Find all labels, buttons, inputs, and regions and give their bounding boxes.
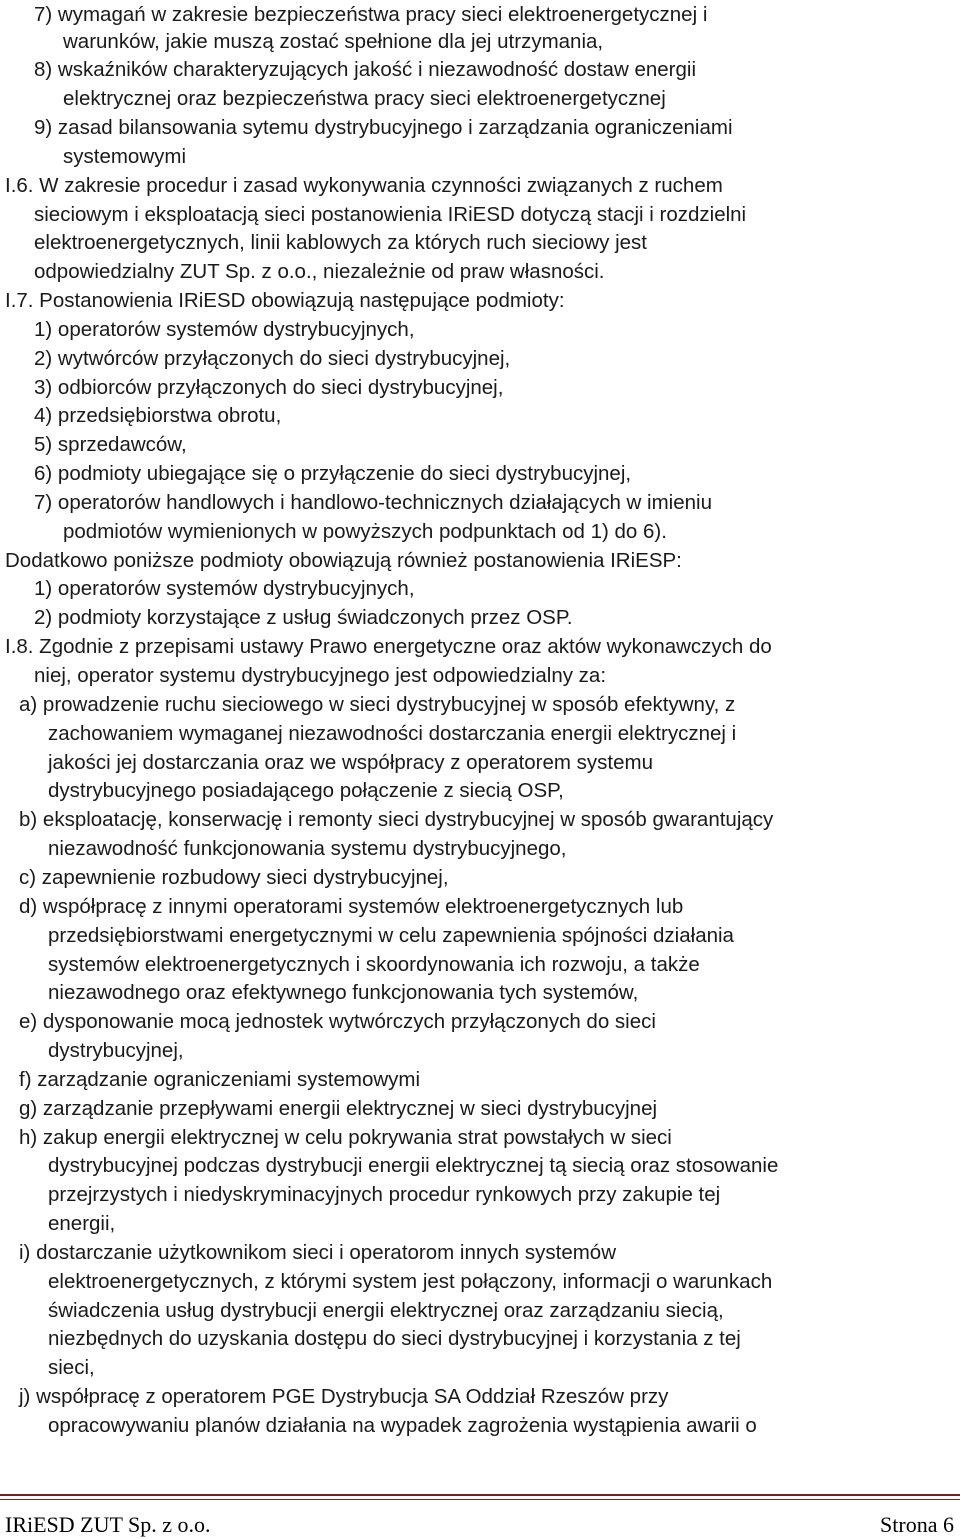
text-line: energii, bbox=[48, 1212, 116, 1235]
footer-divider-thin bbox=[0, 1499, 960, 1500]
text-line: warunków, jakie muszą zostać spełnione dla jej utrzymania, bbox=[63, 30, 604, 53]
text-line: I.7. Postanowienia IRiESD obowiązują następujące podmioty: bbox=[5, 289, 565, 312]
text-line: f) zarządzanie ograniczeniami systemowymi bbox=[19, 1068, 421, 1091]
text-line: dystrybucyjnej podczas dystrybucji energii elektrycznej tą siecią oraz stosowanie bbox=[48, 1154, 779, 1177]
text-line: systemowymi bbox=[63, 145, 187, 168]
text-line: j) współpracę z operatorem PGE Dystrybucja SA Oddział Rzeszów przy bbox=[19, 1385, 669, 1408]
text-line: niej, operator systemu dystrybucyjnego jest odpowiedzialny za: bbox=[34, 664, 607, 687]
text-line: 5) sprzedawców, bbox=[34, 433, 187, 456]
text-line: 4) przedsiębiorstwa obrotu, bbox=[34, 404, 282, 427]
text-line: systemów elektroenergetycznych i skoordynowania ich rozwoju, a także bbox=[48, 953, 700, 976]
text-line: opracowywaniu planów działania na wypadek zagrożenia wystąpienia awarii o bbox=[48, 1414, 757, 1437]
text-line: jakości jej dostarczania oraz we współpracy z operatorem systemu bbox=[48, 751, 654, 774]
text-line: dystrybucyjnej, bbox=[48, 1039, 184, 1062]
text-line: b) eksploatację, konserwację i remonty sieci dystrybucyjnej w sposób gwarantujący bbox=[19, 808, 774, 831]
text-line: świadczenia usług dystrybucji energii elektrycznej oraz zarządzaniu siecią, bbox=[48, 1299, 724, 1322]
footer-document-name: IRiESD ZUT Sp. z o.o. bbox=[5, 1512, 211, 1537]
text-line: elektrycznej oraz bezpieczeństwa pracy sieci elektroenergetycznej bbox=[63, 87, 666, 110]
footer-page-number: Strona 6 bbox=[880, 1512, 954, 1537]
text-line: niezbędnych do uzyskania dostępu do sieci dystrybucyjnej i korzystania z tej bbox=[48, 1327, 741, 1350]
text-line: odpowiedzialny ZUT Sp. z o.o., niezależnie od praw własności. bbox=[34, 260, 605, 283]
text-line: 9) zasad bilansowania sytemu dystrybucyjnego i zarządzania ograniczeniami bbox=[34, 116, 733, 139]
text-line: 7) wymagań w zakresie bezpieczeństwa pracy sieci elektroenergetycznej i bbox=[34, 3, 708, 26]
text-line: d) współpracę z innymi operatorami systemów elektroenergetycznych lub bbox=[19, 895, 684, 918]
text-line: e) dysponowanie mocą jednostek wytwórczych przyłączonych do sieci bbox=[19, 1010, 656, 1033]
text-line: sieciowym i eksploatacją sieci postanowienia IRiESD dotyczą stacji i rozdzielni bbox=[34, 203, 747, 226]
text-line: sieci, bbox=[48, 1356, 95, 1379]
text-line: c) zapewnienie rozbudowy sieci dystrybucyjnej, bbox=[19, 866, 449, 889]
text-line: 8) wskaźników charakteryzujących jakość i niezawodność dostaw energii bbox=[34, 58, 696, 81]
text-line: 3) odbiorców przyłączonych do sieci dystrybucyjnej, bbox=[34, 376, 504, 399]
text-line: g) zarządzanie przepływami energii elektrycznej w sieci dystrybucyjnej bbox=[19, 1097, 658, 1120]
text-line: przejrzystych i niedyskryminacyjnych procedur rynkowych przy zakupie tej bbox=[48, 1183, 721, 1206]
text-line: h) zakup energii elektrycznej w celu pokrywania strat powstałych w sieci bbox=[19, 1126, 672, 1149]
text-line: przedsiębiorstwami energetycznymi w celu zapewnienia spójności działania bbox=[48, 924, 734, 947]
footer-divider bbox=[0, 1494, 960, 1496]
text-line: elektroenergetycznych, linii kablowych za których ruch sieciowy jest bbox=[34, 231, 647, 254]
text-line: 2) wytwórców przyłączonych do sieci dystrybucyjnej, bbox=[34, 347, 511, 370]
text-line: elektroenergetycznych, z którymi system jest połączony, informacji o warunkach bbox=[48, 1270, 773, 1293]
text-line: 1) operatorów systemów dystrybucyjnych, bbox=[34, 318, 415, 341]
text-line: niezawodność funkcjonowania systemu dystrybucyjnego, bbox=[48, 837, 567, 860]
text-line: niezawodnego oraz efektywnego funkcjonowania tych systemów, bbox=[48, 981, 639, 1004]
text-line: I.6. W zakresie procedur i zasad wykonywania czynności związanych z ruchem bbox=[5, 174, 723, 197]
text-line: 2) podmioty korzystające z usług świadczonych przez OSP. bbox=[34, 606, 573, 629]
text-line: podmiotów wymienionych w powyższych podpunktach od 1) do 6). bbox=[63, 520, 667, 543]
text-line: Dodatkowo poniższe podmioty obowiązują również postanowienia IRiESP: bbox=[5, 549, 682, 572]
text-line: a) prowadzenie ruchu sieciowego w sieci dystrybucyjnej w sposób efektywny, z bbox=[19, 693, 736, 716]
text-line: dystrybucyjnego posiadającego połączenie z siecią OSP, bbox=[48, 779, 564, 802]
text-line: 7) operatorów handlowych i handlowo-technicznych działających w imieniu bbox=[34, 491, 712, 514]
text-line: i) dostarczanie użytkownikom sieci i operatorom innych systemów bbox=[19, 1241, 617, 1264]
text-line: 1) operatorów systemów dystrybucyjnych, bbox=[34, 577, 415, 600]
text-line: 6) podmioty ubiegające się o przyłączenie do sieci dystrybucyjnej, bbox=[34, 462, 632, 485]
text-line: I.8. Zgodnie z przepisami ustawy Prawo energetyczne oraz aktów wykonawczych do bbox=[5, 635, 772, 658]
text-line: zachowaniem wymaganej niezawodności dostarczania energii elektrycznej i bbox=[48, 722, 737, 745]
